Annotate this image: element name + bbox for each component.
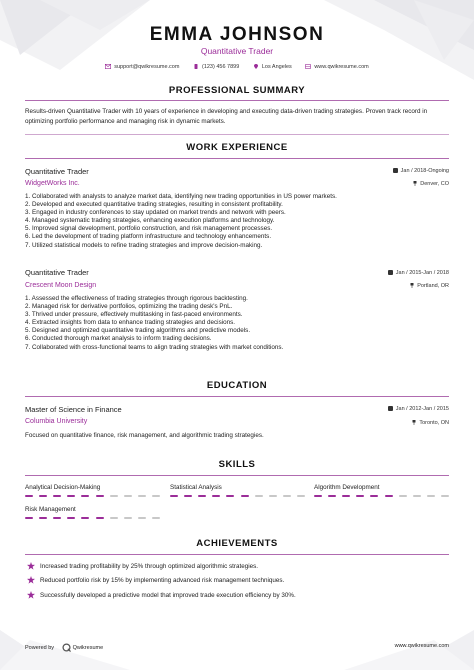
list-item: 6. Led the development of trading platform infrastructure and technology enhancements. [25,233,272,241]
skill-segment-filled [198,495,206,497]
skill-name-3: Algorithm Development [314,484,380,491]
skill-segment-empty [399,495,407,497]
education-degree: Master of Science in Finance [25,405,122,414]
contact-website-text: www.qwikresume.com [314,64,369,70]
skill-segment-filled [370,495,378,497]
contact-location-text: Los Angeles [261,64,292,70]
list-item: 7. Collaborated with cross-functional teams to align trading strategies with market conditions. [25,343,284,351]
achievement-item-2: Reduced portfolio risk by 15% by implementing advanced risk management techniques. [40,577,285,584]
education-dates-text: Jan / 2012-Jan / 2015 [395,406,449,412]
skill-name-4: Risk Management [25,506,76,513]
education-location [412,420,449,426]
skill-segment-empty [297,495,305,497]
footer-website[interactable]: www.qwikresume.com [394,643,449,649]
calendar-icon [393,168,398,173]
summary-bottom-divider [25,134,449,135]
job-location-1 [413,181,449,187]
list-item: 4. Extracted insights from data to enhance trading strategies and decisions. [25,319,236,327]
education-school: Columbia University [25,418,88,425]
skill-segment-empty [427,495,435,497]
skill-segment-filled [342,495,350,497]
email-icon [105,64,111,69]
skill-segment-empty [138,517,146,519]
job-dates-1-text: Jan / 2018-Ongoing [400,168,449,174]
skill-segment-filled [39,495,47,497]
experience-divider [25,158,449,159]
skill-segment-filled [385,495,393,497]
skill-segment-filled [226,495,234,497]
skill-segment-empty [441,495,449,497]
experience-heading: WORK EXPERIENCE [186,142,288,153]
skill-segment-filled [53,517,61,519]
education-location-text: Toronto, ON [419,420,449,426]
calendar-icon [388,406,393,411]
location-pin-icon [253,64,259,69]
skill-segment-empty [255,495,263,497]
skill-segment-filled [170,495,178,497]
qwikresume-logo-icon [62,643,71,652]
footer-powered-by [25,643,103,652]
skill-segment-filled [212,495,220,497]
skills-divider [25,475,449,476]
summary-heading: PROFESSIONAL SUMMARY [168,85,306,96]
achievements-divider [25,554,449,555]
skill-segment-filled [328,495,336,497]
skill-segment-filled [241,495,249,497]
education-heading: EDUCATION [206,380,268,391]
skill-segment-filled [25,495,33,497]
skill-segment-filled [184,495,192,497]
contact-location [253,64,294,70]
skill-bar-3 [314,495,449,497]
pushpin-icon [412,420,416,425]
candidate-title: Quantitative Trader [200,46,274,56]
skill-segment-filled [81,495,89,497]
star-icon [27,576,35,584]
contact-website[interactable] [305,64,368,70]
skill-bar-1 [25,495,160,497]
footer-brand[interactable]: Qwikresume [72,644,104,651]
calendar-icon [388,270,393,275]
skill-segment-empty [269,495,277,497]
skill-segment-empty [152,495,160,497]
list-item: 2. Developed and executed quantitative trading strategies, resulting in consistent profitability. [25,201,283,209]
education-divider [25,396,449,397]
skill-segment-filled [39,517,47,519]
skill-segment-empty [110,517,118,519]
job-dates-2 [388,270,449,276]
phone-icon [193,64,199,69]
skill-segment-filled [96,517,104,519]
summary-divider [25,100,449,101]
pushpin-icon [410,283,414,288]
skill-segment-filled [53,495,61,497]
skill-segment-empty [152,517,160,519]
contact-bar [0,64,474,70]
pushpin-icon [413,181,417,186]
skill-segment-filled [356,495,364,497]
list-item: 3. Engaged in industry conferences to stay updated on market trends and network with peers. [25,209,286,217]
summary-text: Results-driven Quantitative Trader with 10 years of experience in developing and executing data-driven trading strategies. Proven track record in optimizing portfolio performance and managing risk in dynamic markets. [25,108,428,125]
powered-by-label: Powered by [25,644,55,651]
skills-heading: SKILLS [218,459,256,470]
skill-name-2: Statistical Analysis [170,484,222,491]
achievement-item-3: Successfully developed a predictive model that improved trade execution efficiency by 30%. [40,592,296,599]
job-dates-2-text: Jan / 2015-Jan / 2018 [395,270,449,276]
contact-phone-text: (123) 456 7899 [201,64,240,70]
skill-segment-filled [81,517,89,519]
skill-bar-4 [25,517,160,519]
skill-segment-filled [67,495,75,497]
corner-decoration-bottom-right [344,630,474,670]
skill-segment-empty [283,495,291,497]
list-item: 7. Utilized statistical models to refine trading strategies and improve decision-making. [25,241,263,249]
list-item: 6. Conducted thorough market analysis to inform trading decisions. [25,335,212,343]
contact-email-text: support@qwikresume.com [114,64,180,70]
list-item: 2. Managed risk for derivative portfolios, optimizing the trading desk's PnL. [25,303,233,311]
skill-name-1: Analytical Decision-Making [25,484,101,491]
star-icon [27,562,35,570]
skill-segment-empty [110,495,118,497]
skill-segment-filled [67,517,75,519]
job-location-2-text: Portland, OR [417,283,449,289]
globe-icon [305,64,311,69]
list-item: 5. Designed and optimized quantitative trading algorithms and predictive models. [25,327,251,335]
list-item: 5. Improved signal development, portfolio construction, and risk management processes. [25,225,273,233]
job-dates-1 [393,168,449,174]
contact-email[interactable] [105,64,181,70]
skill-segment-filled [25,517,33,519]
skill-segment-empty [138,495,146,497]
skill-segment-empty [413,495,421,497]
list-item: 1. Assessed the effectiveness of trading strategies through rigorous backtesting. [25,295,248,302]
job-title-2: Quantitative Trader [25,268,89,277]
list-item: 1. Collaborated with analysts to analyze market data, identifying new trading opportunities in US power markets. [25,193,337,200]
job-company-2: Crescent Moon Design [25,282,97,289]
candidate-name: EMMA JOHNSON [149,24,325,45]
achievements-heading: ACHIEVEMENTS [196,538,278,549]
star-icon [27,591,35,599]
skill-segment-empty [124,495,132,497]
list-item: 4. Managed systematic trading strategies, enhancing execution platforms and technology. [25,217,275,225]
job-location-2 [410,283,449,289]
skill-segment-filled [96,495,104,497]
skill-bar-2 [170,495,305,497]
job-bullets-2 [25,295,449,352]
job-location-1-text: Denver, CO [420,181,449,187]
job-company-1: WidgetWorks Inc. [25,180,80,187]
education-description: Focused on quantitative finance, risk management, and algorithmic trading strategies. [25,432,264,439]
job-bullets-1 [25,193,449,250]
skill-segment-filled [314,495,322,497]
contact-phone[interactable] [193,64,241,70]
list-item: 3. Thrived under pressure, effectively multitasking in fast-paced environments. [25,311,243,319]
education-dates [388,406,449,412]
job-title-1: Quantitative Trader [25,167,89,176]
achievement-item-1: Increased trading profitability by 25% through optimized algorithmic strategies. [40,563,259,570]
skill-segment-empty [124,517,132,519]
